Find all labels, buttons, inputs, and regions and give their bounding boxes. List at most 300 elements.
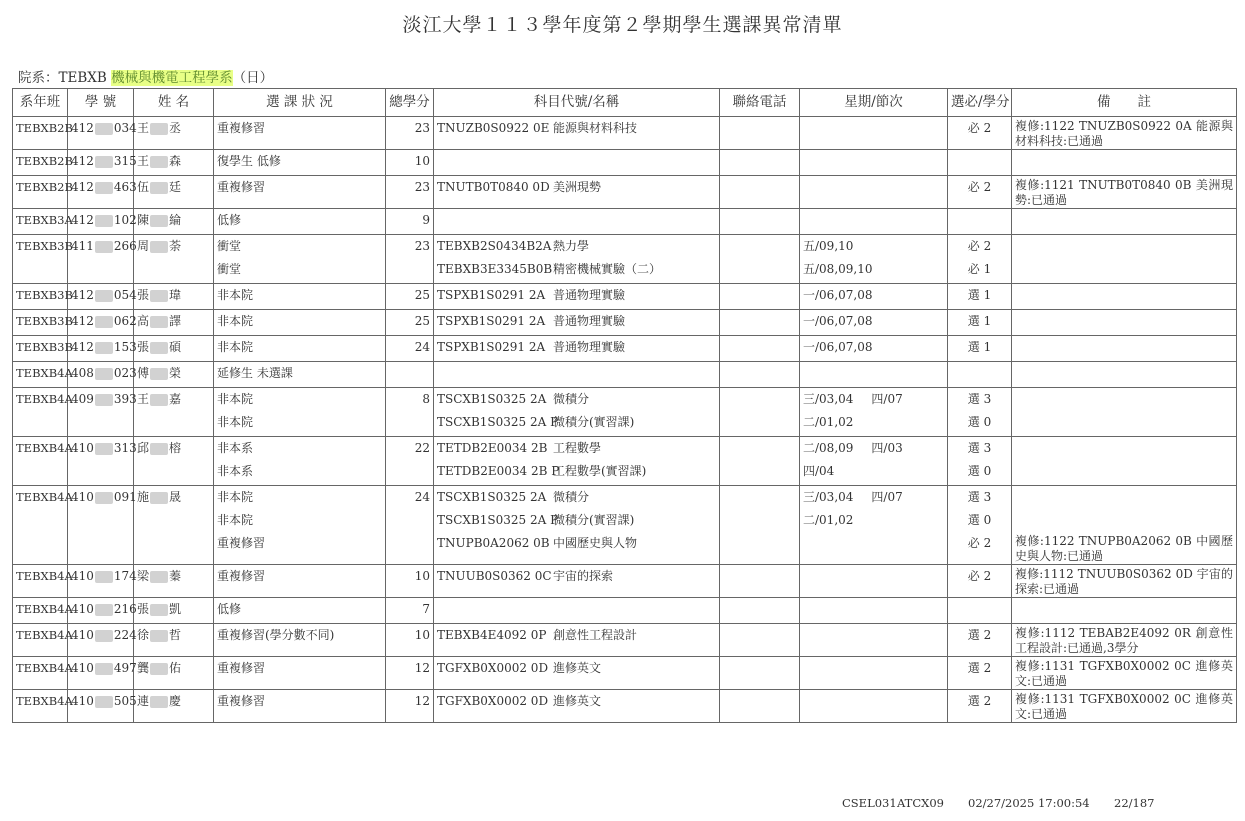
remark-cell xyxy=(1012,598,1237,624)
schedule-cell xyxy=(800,486,948,565)
course-name: 進修英文 xyxy=(553,694,602,708)
student-id-prefix: 412 xyxy=(71,288,94,302)
student-id-cell xyxy=(68,117,137,150)
student-id-cell xyxy=(68,690,137,723)
redaction-mark xyxy=(95,123,113,135)
report-title: 淡江大學１１３學年度第２學期學生選課異常清單 xyxy=(402,14,843,36)
name-last-char: 嘉 xyxy=(169,392,182,406)
course-entry xyxy=(437,176,716,199)
schedule-entry xyxy=(803,336,944,359)
redaction-mark xyxy=(150,492,168,504)
schedule-entry xyxy=(803,310,944,333)
name-first-char: 張 xyxy=(137,602,150,616)
student-id-prefix: 410 xyxy=(71,661,94,675)
schedule-entry xyxy=(803,690,944,713)
schedule-time-extra: 四/07 xyxy=(871,392,903,406)
table-row xyxy=(13,176,1237,209)
status-text: 非本院 xyxy=(217,415,254,429)
table-row xyxy=(13,117,1237,150)
name-last-char: 廷 xyxy=(169,180,182,194)
course-code: TGFXB0X0002 0D xyxy=(437,661,549,675)
status-cell xyxy=(214,284,386,310)
header-name: 姓 名 xyxy=(134,89,214,117)
name-first-char: 王 xyxy=(137,392,150,406)
class-cell: TEBXB2B xyxy=(13,176,68,209)
remark-text: 複修:1121 TNUTB0T0840 0B 美洲現勢:已通過 xyxy=(1015,178,1233,207)
table-row xyxy=(13,690,1237,723)
required-cell xyxy=(948,176,1012,209)
course-entry xyxy=(437,598,716,621)
footer-report-code: ATCX09 xyxy=(897,796,944,810)
class-cell: TEBXB4A xyxy=(13,657,68,690)
course-name: 精密機械實驗（二） xyxy=(553,262,662,276)
required-credits xyxy=(951,598,1008,621)
course-name: 工程數學(實習課) xyxy=(553,464,647,478)
course-code: TNUUB0S0362 0C xyxy=(437,569,552,583)
remark-cell xyxy=(1012,388,1237,437)
course-code: TSCXB1S0325 2A xyxy=(437,490,547,504)
name-last-char: 瑋 xyxy=(169,288,182,302)
status-cell xyxy=(214,235,386,284)
required-credits: 必 1 xyxy=(967,262,992,276)
class-cell: TEBXB3B xyxy=(13,284,68,310)
required-cell xyxy=(948,437,1012,486)
redaction-mark xyxy=(150,215,168,227)
remark-cell xyxy=(1012,565,1237,598)
remark-cell xyxy=(1012,117,1237,150)
student-id-cell xyxy=(68,598,137,624)
status-cell xyxy=(214,117,386,150)
student-name-cell xyxy=(134,117,214,150)
class-cell: TEBXB4A xyxy=(13,388,68,437)
schedule-time-extra: 四/07 xyxy=(871,490,903,504)
remark-cell xyxy=(1012,690,1237,723)
status-cell xyxy=(214,598,386,624)
redaction-mark xyxy=(150,696,168,708)
course-cell xyxy=(434,690,720,723)
student-id-suffix: 216 xyxy=(113,602,137,616)
redaction-mark xyxy=(150,241,168,253)
schedule-time: 五/09,10 xyxy=(803,239,854,253)
schedule-entry xyxy=(803,532,944,555)
course-name: 微積分(實習課) xyxy=(553,415,635,429)
phone-cell xyxy=(720,117,800,150)
schedule-entry xyxy=(803,657,944,680)
total-credits-cell: 24 xyxy=(386,336,434,362)
status-cell xyxy=(214,437,386,486)
course-name: 宇宙的探索 xyxy=(553,569,614,583)
schedule-entry xyxy=(803,565,944,588)
name-first-char: 張 xyxy=(137,288,150,302)
course-code: TEBXB4E4092 0P xyxy=(437,628,547,642)
status-cell xyxy=(214,362,386,388)
name-first-char: 施 xyxy=(137,490,150,504)
course-code: TEBXB3E3345B0B xyxy=(437,262,553,276)
required-cell xyxy=(948,117,1012,150)
student-id-prefix: 412 xyxy=(71,340,94,354)
student-id-cell xyxy=(68,336,137,362)
class-cell: TEBXB4A xyxy=(13,437,68,486)
total-credits-cell: 22 xyxy=(386,437,434,486)
remark-cell xyxy=(1012,209,1237,235)
schedule-time: 一/06,07,08 xyxy=(803,288,873,302)
course-cell xyxy=(434,284,720,310)
student-id-prefix: 410 xyxy=(71,441,94,455)
redaction-mark xyxy=(95,182,113,194)
schedule-time: 五/08,09,10 xyxy=(803,262,873,276)
status-text: 重複修習 xyxy=(217,661,266,675)
course-cell xyxy=(434,176,720,209)
required-cell xyxy=(948,150,1012,176)
redaction-mark xyxy=(95,663,113,675)
course-entry xyxy=(437,284,716,307)
student-id-cell xyxy=(68,565,137,598)
total-credits-cell: 23 xyxy=(386,235,434,284)
course-code: TSPXB1S0291 2A xyxy=(437,314,546,328)
class-cell: TEBXB2B xyxy=(13,117,68,150)
schedule-entry xyxy=(803,437,944,460)
remark-cell xyxy=(1012,657,1237,690)
required-credits: 選 0 xyxy=(967,464,992,478)
header-status: 選 課 狀 況 xyxy=(214,89,386,117)
student-id-cell xyxy=(68,235,137,284)
required-cell xyxy=(948,486,1012,565)
table-row xyxy=(13,565,1237,598)
total-credits-cell xyxy=(386,362,434,388)
schedule-entry xyxy=(803,388,944,411)
required-credits: 選 3 xyxy=(967,490,992,504)
course-cell xyxy=(434,362,720,388)
total-credits-cell: 10 xyxy=(386,150,434,176)
name-last-char: 慶 xyxy=(169,694,182,708)
name-last-char: 丞 xyxy=(169,121,182,135)
class-cell: TEBXB2B xyxy=(13,150,68,176)
course-cell xyxy=(434,388,720,437)
schedule-entry xyxy=(803,598,944,621)
redaction-mark xyxy=(95,342,113,354)
required-credits: 選 0 xyxy=(967,415,992,429)
student-name-cell xyxy=(134,150,214,176)
table-row xyxy=(13,437,1237,486)
department-prefix: 院系：TEBXB xyxy=(18,70,112,86)
required-credits xyxy=(951,209,1008,232)
student-id-prefix: 411 xyxy=(71,239,94,253)
table-row xyxy=(13,235,1237,284)
name-first-char: 邱 xyxy=(137,441,150,455)
name-first-char: 梁 xyxy=(137,569,150,583)
student-id-suffix: 023 xyxy=(113,366,137,380)
phone-cell xyxy=(720,209,800,235)
student-id-cell xyxy=(68,437,137,486)
schedule-cell xyxy=(800,209,948,235)
status-text: 重複修習 xyxy=(217,121,266,135)
student-id-suffix: 102 xyxy=(113,213,137,227)
required-credits: 選 1 xyxy=(967,340,992,354)
course-cell xyxy=(434,150,720,176)
schedule-entry xyxy=(803,258,944,281)
phone-cell xyxy=(720,150,800,176)
remark-cell xyxy=(1012,176,1237,209)
table-row xyxy=(13,284,1237,310)
name-last-char: 晟 xyxy=(169,490,182,504)
schedule-entry xyxy=(803,624,944,647)
course-entry xyxy=(437,565,716,588)
required-cell xyxy=(948,209,1012,235)
course-code: TSPXB1S0291 2A xyxy=(437,288,546,302)
footer-datetime: 02/27/2025 17:00:54 xyxy=(968,796,1090,810)
student-id-prefix: 412 xyxy=(71,154,94,168)
required-credits xyxy=(951,150,1008,173)
status-text: 衝堂 xyxy=(217,262,242,276)
course-entry xyxy=(437,310,716,333)
schedule-time: 四/04 xyxy=(803,464,835,478)
phone-cell xyxy=(720,362,800,388)
status-cell xyxy=(214,336,386,362)
name-last-char: 譯 xyxy=(169,314,182,328)
schedule-cell xyxy=(800,117,948,150)
student-name-cell xyxy=(134,565,214,598)
student-name-cell xyxy=(134,362,214,388)
status-text: 重複修習 xyxy=(217,180,266,194)
student-id-suffix: 224 xyxy=(113,628,137,642)
name-first-char: 王 xyxy=(137,154,150,168)
phone-cell xyxy=(720,284,800,310)
student-id-cell xyxy=(68,310,137,336)
student-name-cell xyxy=(134,657,214,690)
footer-form-code: CSEL031 xyxy=(842,796,897,810)
name-last-char: 綸 xyxy=(169,213,182,227)
phone-cell xyxy=(720,486,800,565)
student-id-prefix: 410 xyxy=(71,628,94,642)
student-id-prefix: 409 xyxy=(71,392,94,406)
schedule-cell xyxy=(800,150,948,176)
footer-page: 22/187 xyxy=(1114,796,1155,810)
class-cell: TEBXB3B xyxy=(13,336,68,362)
redaction-mark xyxy=(95,215,113,227)
course-entry xyxy=(437,657,716,680)
name-first-char: 伍 xyxy=(137,180,150,194)
table-row xyxy=(13,209,1237,235)
course-name: 能源與材料科技 xyxy=(553,121,638,135)
student-id-suffix: 153 xyxy=(113,340,137,354)
schedule-time-extra: 四/03 xyxy=(871,441,903,455)
table-row xyxy=(13,598,1237,624)
student-id-suffix: 091 xyxy=(113,490,137,504)
name-first-char: 張 xyxy=(137,340,150,354)
redaction-mark xyxy=(95,290,113,302)
remark-cell xyxy=(1012,486,1237,565)
schedule-entry xyxy=(803,117,944,140)
student-name-cell xyxy=(134,486,214,565)
schedule-time: 二/01,02 xyxy=(803,513,854,527)
schedule-cell xyxy=(800,598,948,624)
student-id-prefix: 408 xyxy=(71,366,94,380)
required-credits: 必 2 xyxy=(967,121,992,135)
student-id-suffix: 497 xyxy=(113,661,137,675)
student-name-cell xyxy=(134,235,214,284)
status-cell xyxy=(214,150,386,176)
course-name: 美洲現勢 xyxy=(553,180,602,194)
course-entry xyxy=(437,486,716,509)
course-entry xyxy=(437,437,716,460)
class-cell: TEBXB3B xyxy=(13,310,68,336)
course-entry xyxy=(437,336,716,359)
status-text: 重複修習(學分數不同) xyxy=(217,628,335,642)
name-last-char: 佑 xyxy=(169,661,182,675)
header-class: 系年班 xyxy=(13,89,68,117)
total-credits-cell: 24 xyxy=(386,486,434,565)
schedule-entry xyxy=(803,411,944,434)
course-entry xyxy=(437,258,716,281)
course-code: TNUPB0A2062 0B xyxy=(437,536,550,550)
schedule-entry xyxy=(803,486,944,509)
remark-cell xyxy=(1012,150,1237,176)
table-row xyxy=(13,486,1237,565)
required-cell xyxy=(948,388,1012,437)
schedule-cell xyxy=(800,336,948,362)
student-id-cell xyxy=(68,209,137,235)
course-name: 普通物理實驗 xyxy=(553,314,626,328)
redaction-mark xyxy=(95,604,113,616)
schedule-cell xyxy=(800,388,948,437)
course-code: TGFXB0X0002 0D xyxy=(437,694,549,708)
phone-cell xyxy=(720,657,800,690)
schedule-time: 二/01,02 xyxy=(803,415,854,429)
required-cell xyxy=(948,235,1012,284)
schedule-entry xyxy=(803,362,944,385)
course-code: TNUZB0S0922 0E xyxy=(437,121,550,135)
student-id-cell xyxy=(68,388,137,437)
schedule-cell xyxy=(800,437,948,486)
class-cell: TEBXB4A xyxy=(13,624,68,657)
redaction-mark xyxy=(95,443,113,455)
student-id-prefix: 412 xyxy=(71,180,94,194)
student-id-prefix: 412 xyxy=(71,213,94,227)
course-entry xyxy=(437,624,716,647)
student-id-prefix: 410 xyxy=(71,602,94,616)
status-cell xyxy=(214,690,386,723)
table-row xyxy=(13,657,1237,690)
total-credits-cell: 25 xyxy=(386,310,434,336)
schedule-cell xyxy=(800,310,948,336)
student-name-cell xyxy=(134,310,214,336)
redaction-mark xyxy=(150,316,168,328)
total-credits-cell: 12 xyxy=(386,690,434,723)
course-name: 工程數學 xyxy=(553,441,602,455)
course-entry xyxy=(437,411,716,434)
redaction-mark xyxy=(150,342,168,354)
status-text: 重複修習 xyxy=(217,536,266,550)
redaction-mark xyxy=(150,571,168,583)
table-row xyxy=(13,150,1237,176)
student-id-cell xyxy=(68,362,137,388)
student-id-cell xyxy=(68,176,137,209)
course-code: TETDB2E0034 2B xyxy=(437,441,548,455)
status-cell xyxy=(214,310,386,336)
required-cell xyxy=(948,565,1012,598)
redaction-mark xyxy=(150,604,168,616)
course-name: 普通物理實驗 xyxy=(553,340,626,354)
name-first-char: 周 xyxy=(137,239,150,253)
schedule-entry xyxy=(803,176,944,199)
course-cell xyxy=(434,657,720,690)
status-text: 非本院 xyxy=(217,314,254,328)
redaction-mark xyxy=(95,630,113,642)
class-cell: TEBXB4A xyxy=(13,486,68,565)
required-credits: 選 2 xyxy=(967,661,992,675)
abnormal-enrollment-table xyxy=(12,88,1237,723)
remark-text: 複修:1112 TEBAB2E4092 0R 創意性工程設計:已通過,3學分 xyxy=(1015,626,1233,655)
status-text: 非本院 xyxy=(217,288,254,302)
schedule-cell xyxy=(800,624,948,657)
schedule-time: 一/06,07,08 xyxy=(803,314,873,328)
class-cell: TEBXB3B xyxy=(13,235,68,284)
student-name-cell xyxy=(134,388,214,437)
header-course: 科目代號/名稱 xyxy=(434,89,720,117)
schedule-cell xyxy=(800,235,948,284)
required-cell xyxy=(948,362,1012,388)
redaction-mark xyxy=(95,156,113,168)
course-entry xyxy=(437,690,716,713)
course-name: 中國歷史與人物 xyxy=(553,536,638,550)
course-cell xyxy=(434,624,720,657)
redaction-mark xyxy=(95,368,113,380)
status-text: 重複修習 xyxy=(217,569,266,583)
required-credits: 必 2 xyxy=(967,569,992,583)
redaction-mark xyxy=(95,394,113,406)
department-suffix: （日） xyxy=(232,70,274,86)
total-credits-cell: 23 xyxy=(386,176,434,209)
status-text: 非本院 xyxy=(217,392,254,406)
course-code: TETDB2E0034 2B P xyxy=(437,464,560,478)
course-cell xyxy=(434,565,720,598)
course-entry xyxy=(437,235,716,258)
required-credits: 選 3 xyxy=(967,441,992,455)
status-text: 非本系 xyxy=(217,441,254,455)
required-credits: 必 2 xyxy=(967,239,992,253)
department-name: 機械與機電工程學系 xyxy=(111,70,233,86)
student-name-cell xyxy=(134,336,214,362)
student-name-cell xyxy=(134,624,214,657)
name-last-char: 榕 xyxy=(169,441,182,455)
remark-cell xyxy=(1012,437,1237,486)
status-cell xyxy=(214,565,386,598)
name-last-char: 蓁 xyxy=(169,569,182,583)
redaction-mark xyxy=(150,123,168,135)
course-code: TSCXB1S0325 2A P xyxy=(437,415,559,429)
total-credits-cell: 12 xyxy=(386,657,434,690)
student-name-cell xyxy=(134,284,214,310)
course-cell xyxy=(434,117,720,150)
course-code: TEBXB2S0434B2A xyxy=(437,239,552,253)
status-cell xyxy=(214,176,386,209)
student-id-prefix: 410 xyxy=(71,569,94,583)
header-schedule: 星期/節次 xyxy=(800,89,948,117)
student-id-suffix: 034 xyxy=(113,121,137,135)
course-name: 微積分(實習課) xyxy=(553,513,635,527)
redaction-mark xyxy=(95,316,113,328)
redaction-mark xyxy=(150,663,168,675)
student-id-suffix: 174 xyxy=(113,569,137,583)
class-cell: TEBXB4A xyxy=(13,598,68,624)
required-credits: 選 0 xyxy=(967,513,992,527)
total-credits-cell: 8 xyxy=(386,388,434,437)
course-name: 微積分 xyxy=(553,392,590,406)
remark-cell xyxy=(1012,235,1237,284)
name-last-char: 森 xyxy=(169,154,182,168)
status-text: 低修 xyxy=(217,602,242,616)
student-id-suffix: 393 xyxy=(113,392,137,406)
